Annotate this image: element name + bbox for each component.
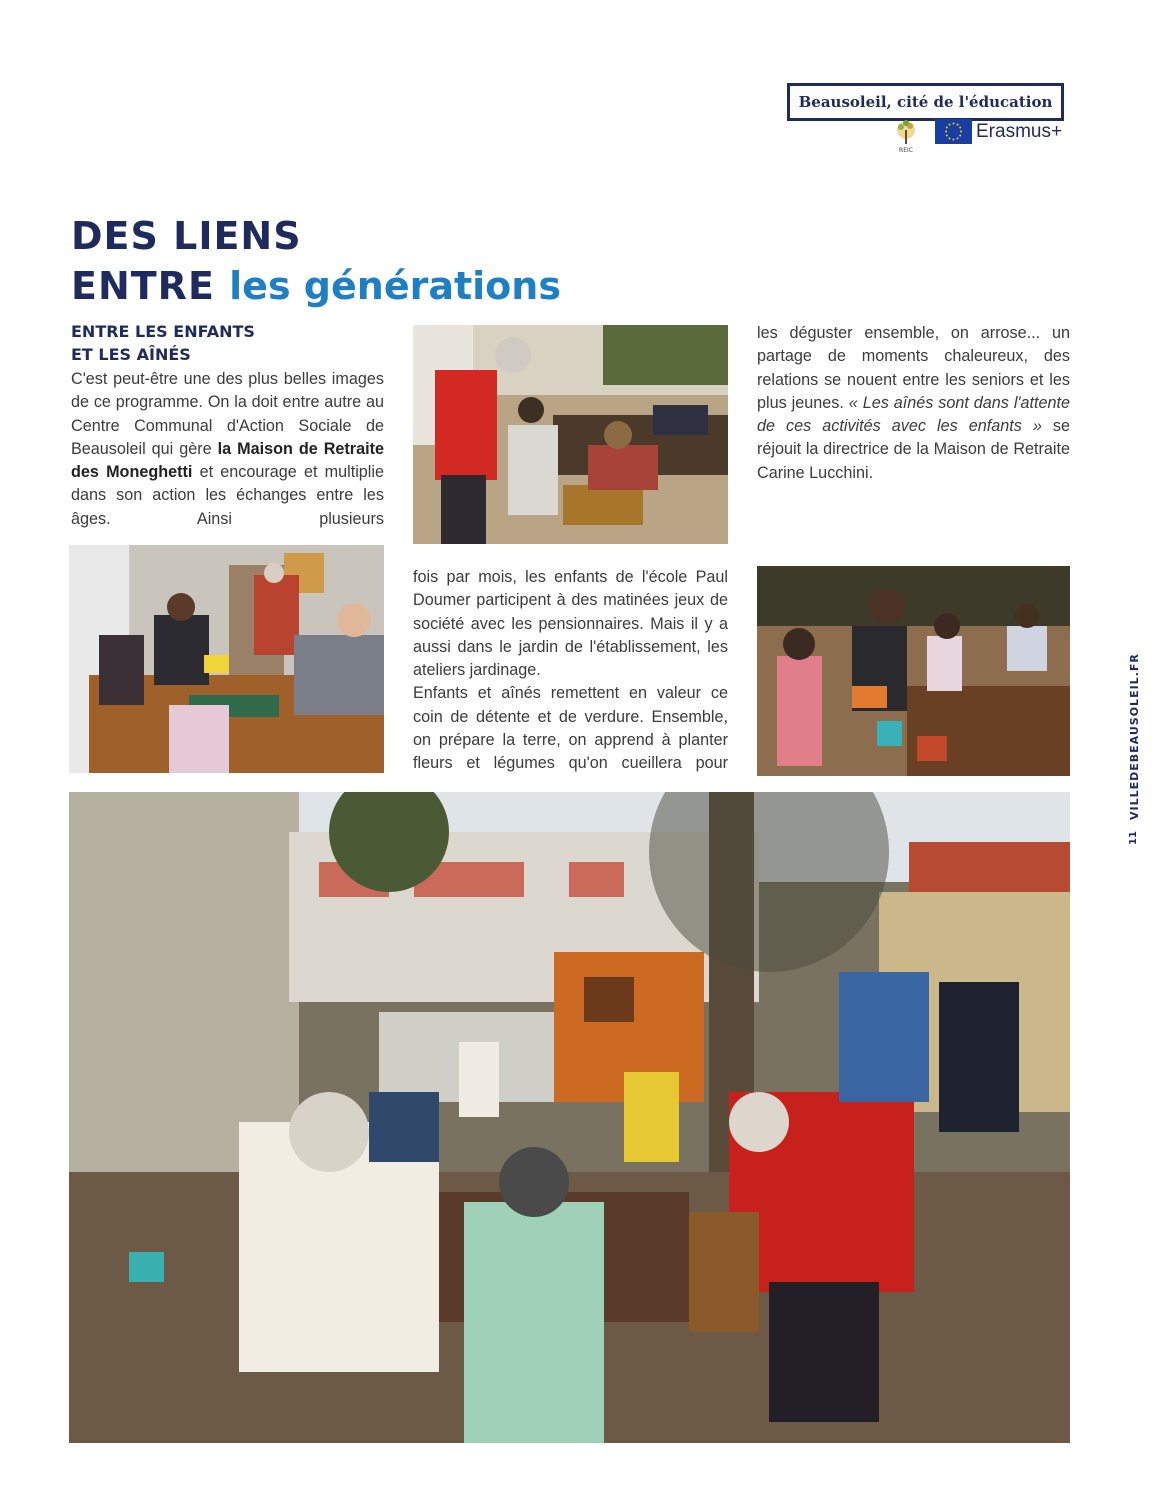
article-title-line1: DES LIENS xyxy=(71,214,302,258)
article-title-strong: ENTRE xyxy=(71,264,215,308)
col3-text-2: se réjouit la directrice de la Maison de Retraite Carine Lucchini. xyxy=(757,417,1070,482)
body-column-1 xyxy=(71,368,384,531)
photo-board-games xyxy=(69,545,384,773)
photo-garden-main xyxy=(69,792,1070,1443)
subhead-line2: ET LES AÎNÉS xyxy=(71,345,191,364)
col1-text-1: C'est peut-être une des plus belles images de ce programme. On la doit entre autre au Centre Communal d'Action Sociale de Beausoleil qui gère xyxy=(71,370,384,458)
photo-gardening-table xyxy=(413,325,728,544)
body-column-2 xyxy=(413,566,728,776)
article-title-accent: les générations xyxy=(229,264,561,308)
photo-children-watering xyxy=(757,566,1070,776)
col2-paragraph-2: Enfants et aînés remettent en valeur ce coin de détente et de verdure. Ensemble, on prépare la terre, on apprend à planter fleurs et légumes qu'on cueillera pour xyxy=(413,684,728,773)
body-column-3 xyxy=(757,322,1070,485)
svg-text:REIC: REIC xyxy=(899,147,913,154)
col1-bold-name: la Maison de Retraite des Moneghetti xyxy=(71,439,384,482)
col2-paragraph-1: fois par mois, les enfants de l'école Paul Doumer participent à des matinées jeux de société avec les pensionnaires. Mais il y a aussi dans le jardin de l'établissement, les ateliers jardinage. xyxy=(413,568,728,680)
side-website-url: VILLEDEBEAUSOLEIL.FR xyxy=(1128,653,1141,820)
page-number: 11 xyxy=(1128,831,1139,845)
article-subhead xyxy=(71,320,391,366)
article-title-line2 xyxy=(71,264,561,308)
col1-text-2: et encourage et multiplie dans son action les échanges entre les âges. Ainsi plusieurs xyxy=(71,463,384,528)
col3-text-1: les déguster ensemble, on arrose... un partage de moments chaleureux, des relations se nouent entre les seniors et les plus jeunes. xyxy=(757,324,1070,412)
reic-logo xyxy=(893,118,919,154)
subhead-line1: ENTRE LES ENFANTS xyxy=(71,322,255,341)
header-badge xyxy=(787,83,1064,121)
erasmus-label: Erasmus+ xyxy=(976,121,1063,142)
col3-quote: « Les aînés sont dans l'attente de ces activités avec les enfants » xyxy=(757,393,1071,436)
eu-flag-icon xyxy=(935,119,972,144)
header-badge-text: Beausoleil, cité de l'éducation xyxy=(798,93,1053,111)
